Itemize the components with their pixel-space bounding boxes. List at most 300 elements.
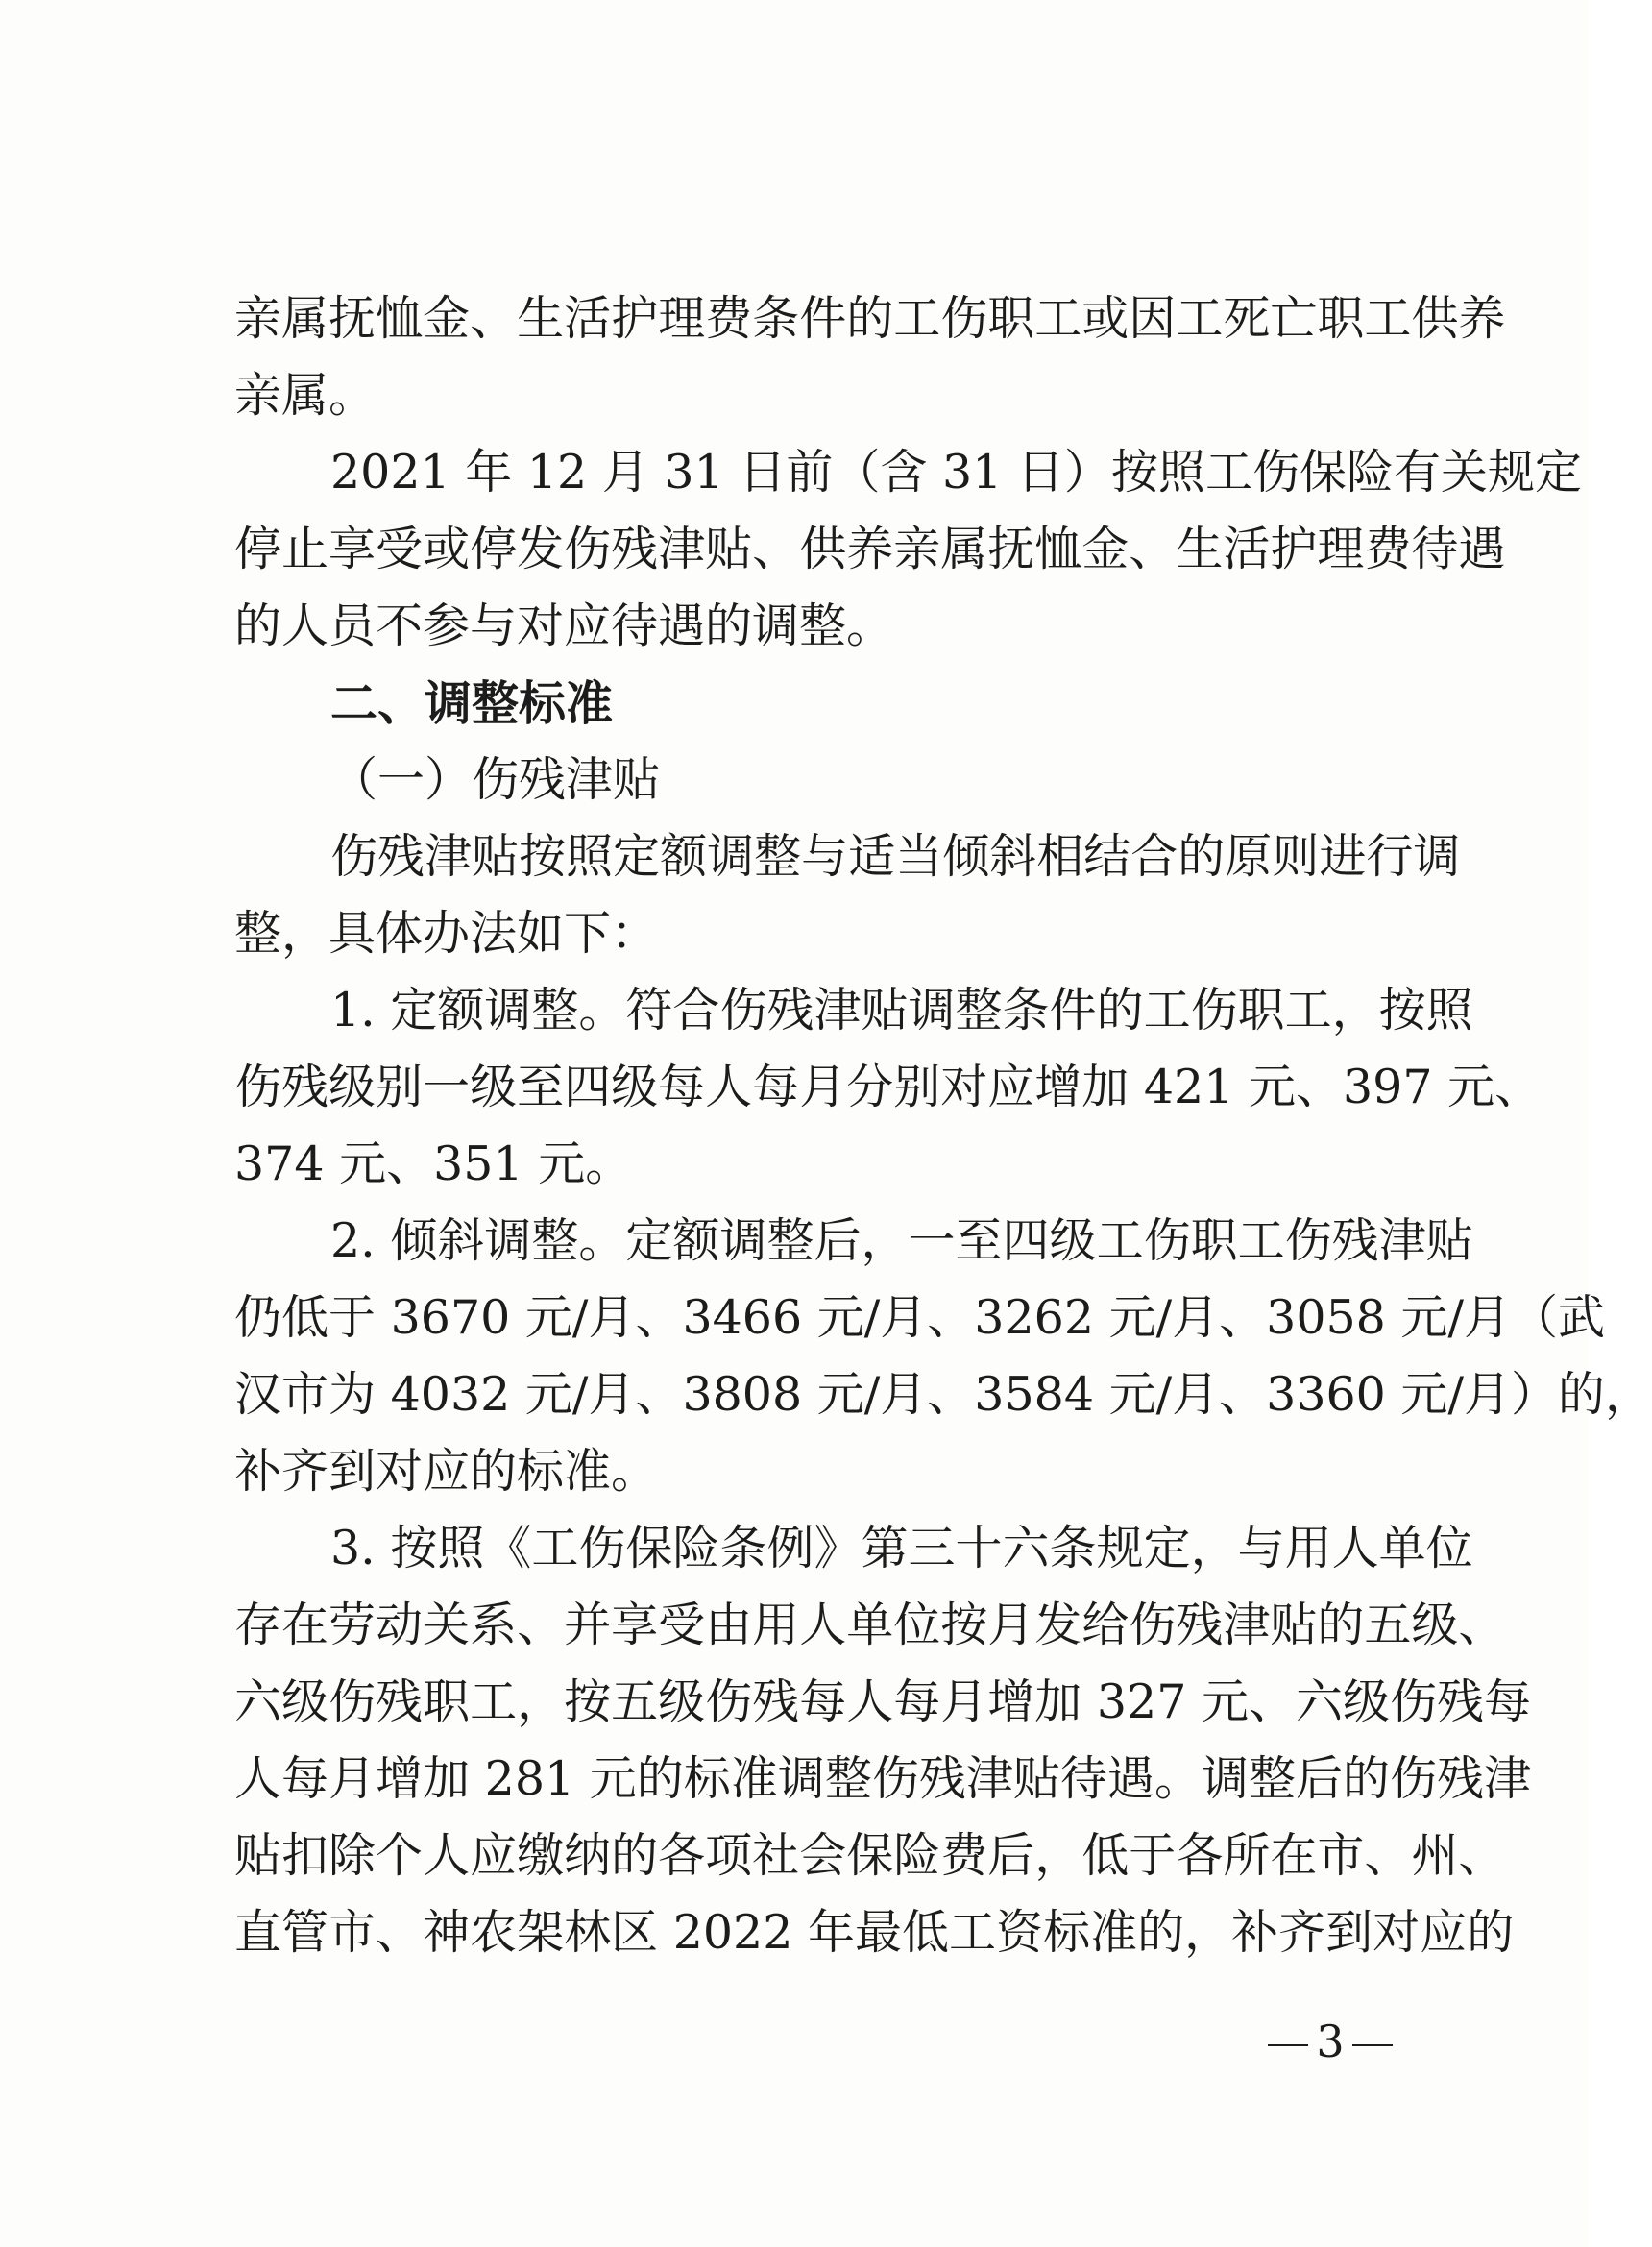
text-glyph: 的 bbox=[1178, 829, 1226, 884]
text-glyph: 月 bbox=[1463, 1290, 1511, 1345]
text-glyph: 系 bbox=[470, 1598, 518, 1652]
text-glyph: / bbox=[1155, 1367, 1173, 1422]
text-glyph: 、 bbox=[1458, 1598, 1506, 1652]
text-glyph: 1. bbox=[330, 983, 391, 1038]
text-glyph: 低 bbox=[1081, 1828, 1130, 1883]
text-glyph: 421 bbox=[1143, 1060, 1249, 1114]
text-glyph: 残 bbox=[1437, 1751, 1485, 1806]
text-glyph: 发 bbox=[1034, 1598, 1082, 1652]
text-glyph: / bbox=[1155, 1290, 1173, 1345]
text-glyph: 的 bbox=[1137, 1905, 1185, 1960]
page-number bbox=[1249, 2013, 1412, 2070]
text-glyph: 理 bbox=[1317, 522, 1365, 576]
text-glyph: 工 bbox=[1034, 291, 1082, 346]
text-glyph: 工 bbox=[1237, 1213, 1285, 1268]
text-glyph: 津 bbox=[965, 1751, 1013, 1806]
text-glyph: 按 bbox=[564, 1674, 612, 1729]
text-glyph: ） bbox=[1510, 1367, 1558, 1422]
text-line bbox=[234, 1280, 1605, 1356]
text-glyph: ， bbox=[1034, 1828, 1082, 1883]
text-glyph: 条 bbox=[1002, 983, 1050, 1038]
text-glyph: ， bbox=[861, 1213, 909, 1268]
text-glyph: 在 bbox=[281, 1598, 329, 1652]
text-glyph: 残 bbox=[611, 522, 659, 576]
text-glyph: 保 bbox=[625, 1521, 673, 1575]
text-glyph: 享 bbox=[328, 522, 377, 576]
text-glyph: 护 bbox=[611, 291, 659, 346]
text-glyph: 养 bbox=[1458, 291, 1506, 346]
text-glyph: 调 bbox=[719, 1213, 767, 1268]
text-glyph: 齐 bbox=[1278, 1905, 1326, 1960]
text-glyph: 整 bbox=[824, 1751, 872, 1806]
text-glyph: / bbox=[863, 1290, 881, 1345]
text-glyph: 、 bbox=[376, 1905, 424, 1960]
text-glyph: 最 bbox=[855, 1905, 903, 1960]
text-glyph: ） bbox=[1063, 445, 1111, 500]
text-glyph: 第 bbox=[861, 1521, 909, 1575]
text-glyph: 活 bbox=[564, 291, 612, 346]
text-glyph: 纳 bbox=[564, 1828, 612, 1883]
text-glyph: 元 bbox=[1201, 1674, 1249, 1729]
text-glyph: 每 bbox=[658, 1060, 706, 1114]
text-glyph: 受 bbox=[658, 1598, 706, 1652]
text-glyph: 工 bbox=[470, 1674, 518, 1729]
text-glyph: 进 bbox=[1319, 829, 1367, 884]
text-glyph: 个 bbox=[376, 1828, 424, 1883]
text-glyph: 贴 bbox=[705, 522, 753, 576]
text-glyph: 费 bbox=[705, 291, 753, 346]
text-glyph: 补 bbox=[1231, 1905, 1279, 1960]
text-glyph: 、 bbox=[1458, 1828, 1506, 1883]
page-number-dash-right bbox=[1352, 2044, 1393, 2046]
text-glyph: 4032 bbox=[390, 1367, 525, 1422]
text-glyph: 加 bbox=[1034, 1674, 1097, 1729]
text-glyph: 后 bbox=[814, 1213, 862, 1268]
text-glyph: 除 bbox=[328, 1828, 377, 1883]
text-line bbox=[234, 1664, 1532, 1741]
text-glyph: 发 bbox=[517, 522, 565, 576]
text-glyph: 月 bbox=[601, 445, 665, 500]
text-glyph: 险 bbox=[672, 1521, 720, 1575]
text-glyph: 》 bbox=[814, 1521, 862, 1575]
text-glyph: 整 bbox=[531, 1213, 579, 1268]
text-glyph: 亡 bbox=[1270, 291, 1318, 346]
text-glyph: 受 bbox=[376, 522, 424, 576]
text-glyph: 件 bbox=[1049, 983, 1097, 1038]
text-glyph: 标 bbox=[683, 1751, 731, 1806]
text-glyph: 、 bbox=[1295, 1060, 1343, 1114]
text-glyph: 抚 bbox=[328, 291, 377, 346]
text-glyph: 的 bbox=[611, 1828, 659, 1883]
text-glyph: 年 bbox=[465, 445, 527, 500]
text-line: 整，具体办法如下： bbox=[234, 906, 659, 961]
text-glyph: 人 bbox=[234, 1751, 282, 1806]
text-glyph: ， bbox=[1190, 1521, 1238, 1575]
text-glyph: 伤 bbox=[1190, 983, 1238, 1038]
text-glyph: 级 bbox=[328, 1060, 377, 1114]
text-glyph: 架 bbox=[517, 1905, 565, 1960]
text-glyph: 定 bbox=[1143, 1521, 1191, 1575]
text-glyph: 元 bbox=[1248, 1060, 1296, 1114]
text-glyph: 伤 bbox=[330, 829, 378, 884]
text-glyph: 待 bbox=[1059, 1751, 1107, 1806]
text-glyph: 月 bbox=[987, 1598, 1035, 1652]
text-glyph: 十 bbox=[955, 1521, 1003, 1575]
text-glyph: 的 bbox=[1467, 1905, 1515, 1960]
text-line: 的人员不参与对应待遇的调整。 bbox=[234, 598, 894, 653]
text-glyph: 伤 bbox=[1390, 1751, 1438, 1806]
text-glyph: 管 bbox=[281, 1905, 329, 1960]
text-glyph: 贴 bbox=[1425, 1213, 1473, 1268]
text-glyph: 残 bbox=[377, 829, 425, 884]
text-glyph: ， bbox=[1184, 1905, 1232, 1960]
text-glyph: 各 bbox=[658, 1828, 706, 1883]
text-line bbox=[234, 281, 1506, 357]
text-glyph: 当 bbox=[895, 829, 943, 884]
text-glyph: 工 bbox=[1176, 291, 1224, 346]
text-glyph: 六 bbox=[1295, 1674, 1343, 1729]
text-glyph: 件 bbox=[799, 291, 847, 346]
text-glyph: 汉 bbox=[234, 1367, 282, 1422]
text-glyph: 林 bbox=[564, 1905, 612, 1960]
text-line bbox=[234, 972, 1473, 1049]
text-glyph: 残 bbox=[752, 1674, 800, 1729]
text-glyph: 倾 bbox=[390, 1213, 438, 1268]
text-glyph: 工 bbox=[1284, 983, 1332, 1038]
text-glyph: 工 bbox=[1204, 445, 1252, 500]
text-glyph: 与 bbox=[1237, 1521, 1285, 1575]
text-glyph: 并 bbox=[564, 1598, 612, 1652]
text-glyph: 单 bbox=[1378, 1521, 1426, 1575]
text-glyph: 12 bbox=[526, 445, 602, 500]
text-glyph: 止 bbox=[281, 522, 329, 576]
text-glyph: 别 bbox=[893, 1060, 941, 1114]
text-glyph: 为 bbox=[328, 1367, 391, 1422]
text-glyph: 增 bbox=[987, 1674, 1035, 1729]
text-glyph: 五 bbox=[611, 1674, 659, 1729]
text-glyph: 调 bbox=[908, 983, 956, 1038]
text-glyph: 元 bbox=[816, 1290, 864, 1345]
text-glyph: 市 bbox=[328, 1905, 377, 1960]
text-glyph: 。 bbox=[578, 1213, 626, 1268]
text-glyph: 到 bbox=[1325, 1905, 1373, 1960]
text-glyph: 四 bbox=[1002, 1213, 1050, 1268]
text-glyph: 享 bbox=[611, 1598, 659, 1652]
text-glyph: 至 bbox=[517, 1060, 565, 1114]
text-glyph: 亲 bbox=[234, 291, 282, 346]
text-glyph: 伤 bbox=[940, 291, 988, 346]
text-line bbox=[234, 1049, 1543, 1126]
text-glyph: 单 bbox=[846, 1598, 894, 1652]
text-glyph: 保 bbox=[1299, 445, 1347, 500]
text-glyph: 后 bbox=[987, 1828, 1035, 1883]
text-glyph: 2022 bbox=[672, 1905, 808, 1960]
text-glyph: 元 bbox=[524, 1290, 572, 1345]
text-glyph: 每 bbox=[893, 1674, 941, 1729]
text-glyph: 伤 bbox=[1390, 1674, 1438, 1729]
text-glyph: 待 bbox=[1411, 522, 1459, 576]
text-glyph: 整 bbox=[1248, 1751, 1296, 1806]
text-glyph: 四 bbox=[564, 1060, 612, 1114]
text-glyph: 级 bbox=[1049, 1213, 1097, 1268]
text-glyph: ， bbox=[517, 1674, 565, 1729]
text-glyph: 伤 bbox=[578, 1521, 626, 1575]
text-glyph: 津 bbox=[1223, 1598, 1271, 1652]
text-glyph: 或 bbox=[423, 522, 471, 576]
text-glyph: 按 bbox=[519, 829, 567, 884]
text-glyph: 对 bbox=[1373, 1905, 1421, 1960]
text-glyph: 31 bbox=[664, 445, 740, 500]
text-glyph: 人 bbox=[1331, 1521, 1379, 1575]
text-glyph: 残 bbox=[918, 1751, 966, 1806]
text-glyph: 按 bbox=[1378, 983, 1426, 1038]
text-glyph: 各 bbox=[1176, 1828, 1224, 1883]
text-glyph: 整 bbox=[955, 983, 1003, 1038]
text-glyph: 斜 bbox=[437, 1213, 485, 1268]
text-glyph: 分 bbox=[846, 1060, 894, 1114]
text-glyph: 调 bbox=[1413, 829, 1461, 884]
text-glyph: 规 bbox=[1096, 1521, 1144, 1575]
text-glyph: 伤 bbox=[234, 1060, 282, 1114]
text-glyph: 、 bbox=[1364, 1828, 1412, 1883]
text-glyph: 市 bbox=[281, 1367, 329, 1422]
page-number-value: 3 bbox=[1316, 2015, 1345, 2067]
text-glyph: 3. bbox=[330, 1521, 391, 1575]
text-glyph: 用 bbox=[752, 1598, 800, 1652]
text-glyph: 的 bbox=[1096, 983, 1144, 1038]
text-glyph: 相 bbox=[1036, 829, 1084, 884]
text-glyph: 条 bbox=[719, 1521, 767, 1575]
text-glyph: 护 bbox=[1270, 522, 1318, 576]
text-glyph: 、 bbox=[1219, 1290, 1267, 1345]
text-glyph: 、 bbox=[752, 522, 800, 576]
text-glyph: 3808 bbox=[682, 1367, 817, 1422]
text-glyph: 的 bbox=[1343, 1751, 1391, 1806]
text-glyph: 31 bbox=[941, 445, 1017, 500]
text-glyph: 津 bbox=[425, 829, 473, 884]
text-glyph: 会 bbox=[799, 1828, 847, 1883]
page-number-dash-left bbox=[1268, 2044, 1308, 2046]
text-glyph: 劳 bbox=[328, 1598, 377, 1652]
text-glyph: 与 bbox=[801, 829, 849, 884]
text-glyph: 别 bbox=[376, 1060, 424, 1114]
text-glyph: ， bbox=[1331, 983, 1379, 1038]
text-glyph: 生 bbox=[517, 291, 565, 346]
text-glyph: 残 bbox=[1331, 1213, 1379, 1268]
text-glyph: 伤 bbox=[871, 1751, 919, 1806]
text-line: 补齐到对应的标准。 bbox=[234, 1444, 659, 1499]
text-glyph: 工 bbox=[893, 291, 941, 346]
text-glyph: 调 bbox=[1201, 1751, 1249, 1806]
text-glyph: 每 bbox=[799, 1674, 847, 1729]
text-glyph: 、 bbox=[1219, 1367, 1267, 1422]
text-line bbox=[234, 1741, 1532, 1818]
text-glyph: 险 bbox=[1346, 445, 1394, 500]
text-glyph: 行 bbox=[1366, 829, 1414, 884]
text-glyph: 、 bbox=[470, 291, 518, 346]
text-glyph: 所 bbox=[1223, 1828, 1271, 1883]
text-glyph: 人 bbox=[423, 1828, 471, 1883]
text-glyph: 结 bbox=[1083, 829, 1131, 884]
text-glyph: 级 bbox=[1411, 1598, 1459, 1652]
text-glyph: 工 bbox=[1096, 1213, 1144, 1268]
text-glyph: 五 bbox=[1364, 1598, 1412, 1652]
text-glyph: 六 bbox=[1002, 1521, 1050, 1575]
text-glyph: 缴 bbox=[517, 1828, 565, 1883]
text-glyph: 3058 bbox=[1266, 1290, 1401, 1345]
text-glyph: 伤 bbox=[1284, 1213, 1332, 1268]
text-glyph: 元 bbox=[816, 1367, 864, 1422]
text-glyph: 元 bbox=[1400, 1290, 1448, 1345]
text-glyph: 人 bbox=[846, 1674, 894, 1729]
text-glyph: 2021 bbox=[330, 445, 466, 500]
text-glyph: 调 bbox=[777, 1751, 825, 1806]
text-glyph: 由 bbox=[705, 1598, 753, 1652]
text-glyph: 、 bbox=[517, 1598, 565, 1652]
text-glyph: 月 bbox=[1463, 1367, 1511, 1422]
text-glyph: 动 bbox=[376, 1598, 424, 1652]
text-glyph: / bbox=[863, 1367, 881, 1422]
text-glyph: 月 bbox=[328, 1751, 377, 1806]
text-glyph: 一 bbox=[908, 1213, 956, 1268]
text-glyph: 社 bbox=[752, 1828, 800, 1883]
text-glyph: 3360 bbox=[1266, 1367, 1401, 1422]
text-glyph: 281 bbox=[484, 1751, 590, 1806]
text-line bbox=[234, 1356, 1652, 1433]
text-glyph: 停 bbox=[234, 522, 282, 576]
text-glyph: 适 bbox=[848, 829, 896, 884]
text-glyph: 斜 bbox=[989, 829, 1037, 884]
text-glyph: 按 bbox=[390, 1521, 438, 1575]
text-glyph: 应 bbox=[470, 1828, 518, 1883]
text-glyph: 级 bbox=[470, 1060, 518, 1114]
text-glyph: 供 bbox=[799, 522, 847, 576]
text-glyph: 位 bbox=[1425, 1521, 1473, 1575]
text-glyph: 保 bbox=[846, 1828, 894, 1883]
text-glyph: 停 bbox=[470, 522, 518, 576]
text-glyph: 整 bbox=[754, 829, 802, 884]
text-glyph: 残 bbox=[281, 1060, 329, 1114]
text-glyph: 则 bbox=[1272, 829, 1320, 884]
text-glyph: 职 bbox=[987, 291, 1035, 346]
text-glyph: 额 bbox=[660, 829, 708, 884]
text-glyph: 用 bbox=[1284, 1521, 1332, 1575]
text-line: 374 元、351 元。 bbox=[234, 1136, 633, 1191]
text-line bbox=[234, 818, 1461, 895]
text-glyph: 一 bbox=[423, 1060, 471, 1114]
text-glyph: 残 bbox=[1437, 1674, 1485, 1729]
text-glyph: / bbox=[571, 1367, 589, 1422]
text-glyph: 伤 bbox=[1251, 445, 1300, 500]
text-glyph: / bbox=[571, 1290, 589, 1345]
text-glyph: 。 bbox=[578, 983, 626, 1038]
text-glyph: 于 bbox=[328, 1290, 391, 1345]
text-glyph: 月 bbox=[1172, 1367, 1220, 1422]
text-glyph: 项 bbox=[705, 1828, 753, 1883]
text-glyph: 增 bbox=[1034, 1060, 1082, 1114]
text-glyph: 低 bbox=[281, 1290, 329, 1345]
text-glyph: 的 bbox=[1317, 1598, 1365, 1652]
text-glyph: 327 bbox=[1096, 1674, 1202, 1729]
text-glyph: 伤 bbox=[705, 1674, 753, 1729]
text-glyph: 加 bbox=[1081, 1060, 1144, 1114]
text-glyph: 人 bbox=[799, 1598, 847, 1652]
text-glyph: 、 bbox=[1494, 1060, 1543, 1114]
text-glyph: 调 bbox=[707, 829, 755, 884]
text-glyph: 贴 bbox=[1012, 1751, 1060, 1806]
text-glyph: 元 bbox=[1447, 1060, 1495, 1114]
text-glyph: 直 bbox=[234, 1905, 282, 1960]
text-glyph: 六 bbox=[234, 1674, 282, 1729]
text-glyph: 神 bbox=[423, 1905, 471, 1960]
text-glyph: / bbox=[1447, 1367, 1464, 1422]
text-glyph: 生 bbox=[1176, 522, 1224, 576]
text-glyph: 符 bbox=[625, 983, 673, 1038]
text-glyph: 月 bbox=[880, 1290, 928, 1345]
text-glyph: 含 bbox=[880, 445, 942, 500]
text-glyph: 残 bbox=[1176, 1598, 1224, 1652]
text-glyph: 前 bbox=[786, 445, 834, 500]
text-glyph: 遇 bbox=[1458, 522, 1506, 576]
text-glyph: 对 bbox=[940, 1060, 988, 1114]
text-glyph: 至 bbox=[955, 1213, 1003, 1268]
text-glyph: 关 bbox=[423, 1598, 471, 1652]
text-glyph: 贴 bbox=[234, 1828, 282, 1883]
text-glyph: 每 bbox=[1484, 1674, 1532, 1729]
text-glyph: 元 bbox=[524, 1367, 572, 1422]
text-glyph: 费 bbox=[1364, 522, 1412, 576]
text-glyph: 死 bbox=[1223, 291, 1271, 346]
text-glyph: 规 bbox=[1488, 445, 1536, 500]
text-glyph: 应 bbox=[1420, 1905, 1468, 1960]
document-body bbox=[234, 281, 1652, 1971]
text-glyph: 级 bbox=[658, 1674, 706, 1729]
text-glyph: 属 bbox=[281, 291, 329, 346]
text-glyph: 险 bbox=[893, 1828, 941, 1883]
text-glyph: 元 bbox=[1108, 1367, 1156, 1422]
text-glyph: 调 bbox=[484, 983, 532, 1038]
text-glyph: 恤 bbox=[376, 291, 424, 346]
text-glyph: 3584 bbox=[974, 1367, 1109, 1422]
text-glyph: 3466 bbox=[682, 1290, 817, 1345]
text-glyph: 整 bbox=[531, 983, 579, 1038]
text-glyph: 。 bbox=[1154, 1751, 1202, 1806]
text-glyph: 活 bbox=[1223, 522, 1271, 576]
text-glyph: 贴 bbox=[861, 983, 909, 1038]
text-glyph: 津 bbox=[658, 522, 706, 576]
text-glyph: 、 bbox=[1129, 522, 1177, 576]
text-glyph: 职 bbox=[423, 1674, 471, 1729]
text-glyph: 《 bbox=[484, 1521, 532, 1575]
text-glyph: 级 bbox=[281, 1674, 329, 1729]
text-glyph: 伤 bbox=[1143, 1213, 1191, 1268]
text-glyph: 月 bbox=[940, 1674, 988, 1729]
text-line bbox=[234, 511, 1506, 588]
text-glyph: 费 bbox=[940, 1828, 988, 1883]
text-glyph: 级 bbox=[611, 1060, 659, 1114]
text-glyph: 残 bbox=[766, 983, 814, 1038]
text-glyph: 倾 bbox=[942, 829, 990, 884]
text-glyph: 后 bbox=[1295, 1751, 1343, 1806]
text-glyph: 津 bbox=[1378, 1213, 1426, 1268]
text-glyph: 在 bbox=[1270, 1828, 1318, 1883]
text-glyph: 准 bbox=[730, 1751, 778, 1806]
text-glyph: 应 bbox=[987, 1060, 1035, 1114]
text-glyph: ， bbox=[1605, 1367, 1652, 1422]
text-glyph: 、 bbox=[635, 1367, 683, 1422]
text-glyph: 贴 bbox=[472, 829, 520, 884]
text-glyph: 整 bbox=[766, 1213, 814, 1268]
